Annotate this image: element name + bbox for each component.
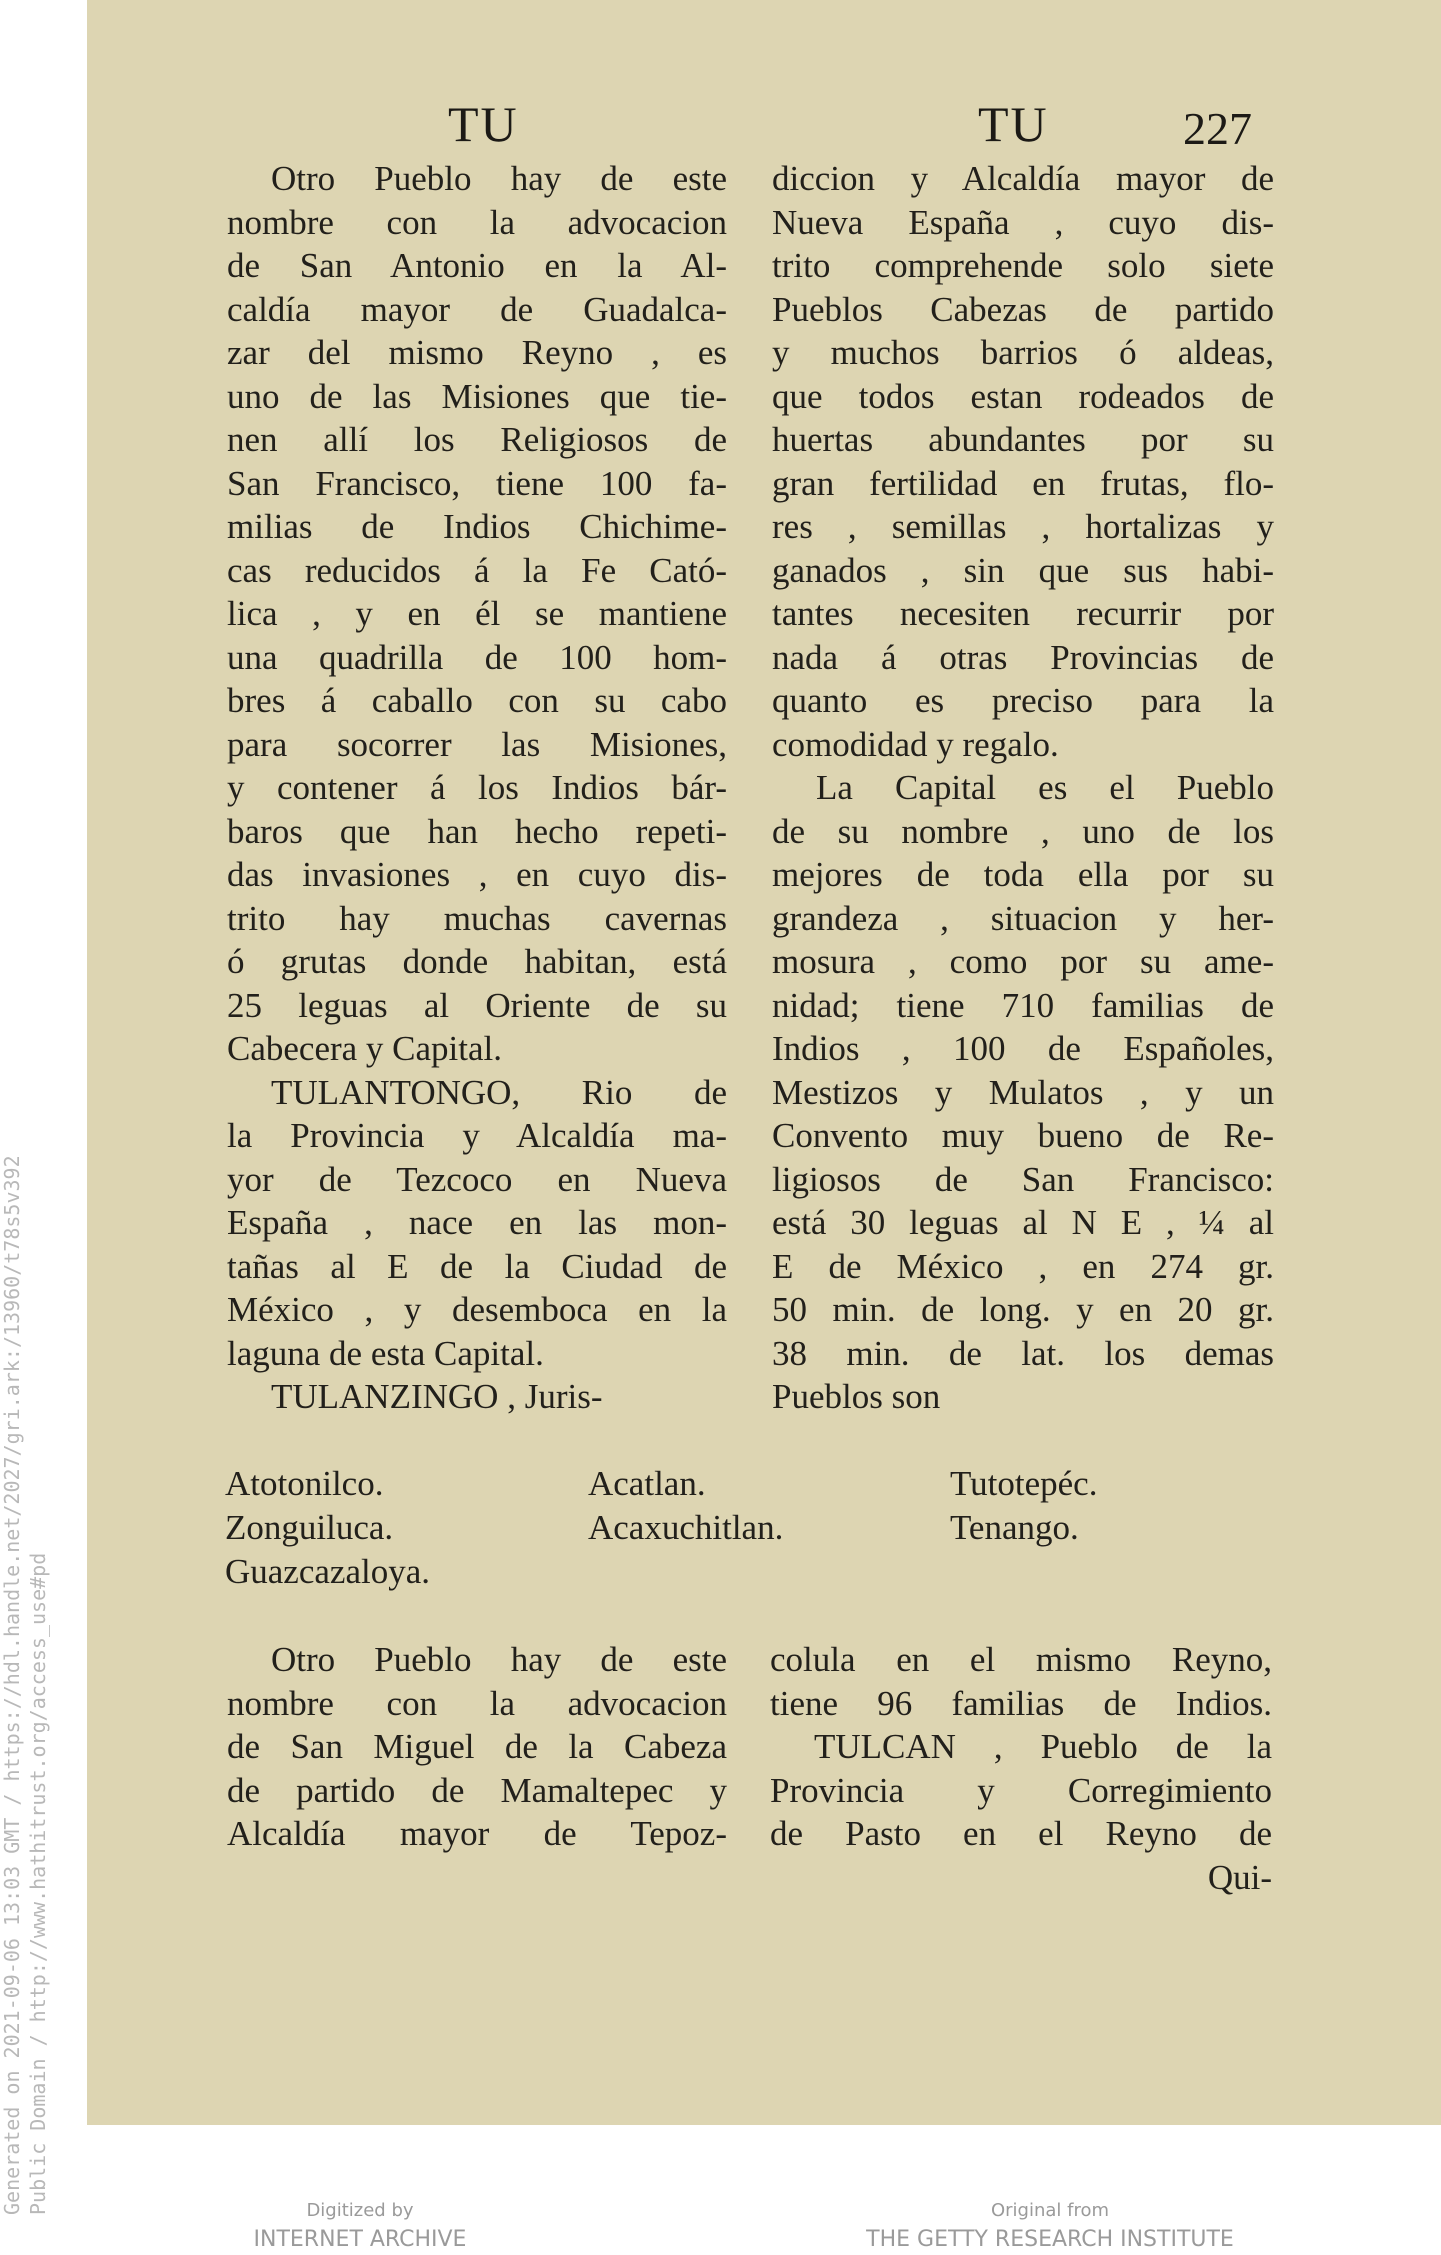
running-head-left: TU [448, 96, 519, 152]
text-line: Pueblos son [772, 1377, 941, 1416]
text-line: TULCAN , Pueblo de la [814, 1727, 1272, 1766]
text-line: México , y desemboca en la [227, 1290, 727, 1329]
text-line: está 30 leguas al N E , ¼ al [772, 1203, 1274, 1242]
text-line: de Pasto en el Reyno de [770, 1814, 1272, 1853]
digitized-by-credit [220, 2200, 500, 2252]
text-line: tantes necesiten recurrir por [772, 594, 1274, 633]
pueblo-name: Tutotepéc. [950, 1464, 1098, 1503]
text-line: tañas al E de la Ciudad de [227, 1246, 727, 1286]
running-head-right: TU [978, 96, 1049, 152]
internet-archive-label: INTERNET ARCHIVE [253, 2227, 467, 2252]
text-line: baros que han hecho repeti- [227, 811, 727, 851]
text-line: diccion y Alcaldía mayor de [772, 159, 1274, 198]
text-line: ó grutas donde habitan, está [227, 942, 727, 981]
watermark-line-2: Public Domain / http://www.hathitrust.org/access_use#pd [26, 1552, 50, 2215]
hathitrust-watermark [0, 0, 60, 2255]
text-line: Qui- [1207, 1857, 1272, 1897]
text-line: colula en el mismo Reyno, [770, 1640, 1272, 1679]
text-line: TULANTONGO, Rio de [271, 1072, 727, 1112]
text-line: huertas abundantes por su [772, 420, 1274, 459]
text-line: Nueva España , cuyo dis- [772, 202, 1274, 242]
pueblo-list-column-3 [950, 1462, 1097, 1550]
text-line: mejores de toda ella por su [772, 855, 1274, 894]
text-line: Convento muy bueno de Re- [772, 1116, 1274, 1155]
text-line: mosura , como por su ame- [772, 942, 1274, 981]
text-line: de San Miguel de la Cabeza [227, 1727, 727, 1766]
text-line: gran fertilidad en frutas, flo- [772, 463, 1274, 503]
text-line: res , semillas , hortalizas y [772, 507, 1274, 546]
text-line: España , nace en las mon- [227, 1203, 727, 1242]
text-line: E de México , en 274 gr. [772, 1246, 1274, 1286]
text-line: das invasiones , en cuyo dis- [227, 855, 727, 894]
text-line: y muchos barrios ó aldeas, [772, 333, 1274, 372]
text-line: nombre con la advocacion [227, 1683, 727, 1723]
text-column-left-top [227, 157, 727, 1419]
pueblo-list-column-2 [588, 1462, 783, 1550]
text-line: y contener á los Indios bár- [227, 768, 727, 807]
text-column-right-bottom [770, 1638, 1272, 1899]
text-line: nidad; tiene 710 familias de [772, 985, 1274, 1025]
text-line: San Francisco, tiene 100 fa- [227, 463, 727, 503]
text-line: TULANZINGO , Juris- [271, 1377, 603, 1416]
text-line: caldía mayor de Guadalca- [227, 289, 727, 329]
text-column-right-top [772, 157, 1274, 1419]
pueblo-name: Acaxuchitlan. [588, 1508, 784, 1547]
pueblo-name: Atotonilco. [225, 1464, 384, 1503]
text-line: Otro Pueblo hay de este [271, 159, 727, 198]
text-line: Provincia y Corregimiento [770, 1770, 1272, 1810]
text-line: ligiosos de San Francisco: [772, 1159, 1274, 1199]
text-line: quanto es preciso para la [772, 681, 1274, 720]
text-line: tiene 96 familias de Indios. [770, 1683, 1272, 1723]
text-line: de San Antonio en la Al- [227, 246, 727, 285]
text-line: trito comprehende solo siete [772, 246, 1274, 285]
text-column-left-bottom [227, 1638, 727, 1856]
text-line: yor de Tezcoco en Nueva [227, 1159, 727, 1199]
original-from-label: Original from [990, 2200, 1110, 2221]
text-line: una quadrilla de 100 hom- [227, 637, 727, 677]
text-line: de su nombre , uno de los [772, 811, 1274, 851]
text-line: Otro Pueblo hay de este [271, 1640, 727, 1679]
page-number: 227 [1183, 103, 1252, 154]
text-line: uno de las Misiones que tie- [227, 376, 727, 416]
text-line: 50 min. de long. y en 20 gr. [772, 1290, 1274, 1329]
text-line: nen allí los Religiosos de [227, 420, 727, 459]
text-line: lica , y en él se mantiene [227, 594, 727, 633]
watermark-line-1: Generated on 2021-09-06 13:03 GMT / https://hdl.handle.net/2027/gri.ark:/13960/t78s5v392 [0, 1155, 24, 2215]
text-line: zar del mismo Reyno , es [227, 333, 727, 372]
text-line: milias de Indios Chichime- [227, 507, 727, 546]
pueblo-name: Tenango. [950, 1508, 1079, 1547]
text-line: Mestizos y Mulatos , y un [772, 1072, 1274, 1112]
text-line: que todos estan rodeados de [772, 376, 1274, 416]
text-line: para socorrer las Misiones, [227, 724, 727, 764]
text-line: la Provincia y Alcaldía ma- [227, 1116, 727, 1155]
text-line: nada á otras Provincias de [772, 637, 1274, 677]
getty-label: THE GETTY RESEARCH INSTITUTE [866, 2227, 1234, 2252]
pueblo-name: Zonguiluca. [225, 1508, 394, 1547]
text-line: ganados , sin que sus habi- [772, 550, 1274, 590]
text-line: La Capital es el Pueblo [816, 768, 1274, 807]
pueblo-list-column-1 [225, 1462, 430, 1594]
text-line: nombre con la advocacion [227, 202, 727, 242]
digitized-by-label: Digitized by [306, 2200, 414, 2221]
text-line: grandeza , situacion y her- [772, 898, 1274, 938]
pueblo-name: Guazcazaloya. [225, 1552, 430, 1591]
text-line: cas reducidos á la Fe Cató- [227, 550, 727, 590]
text-line: Pueblos Cabezas de partido [772, 289, 1274, 329]
text-line: comodidad y regalo. [772, 724, 1059, 764]
text-line: laguna de esta Capital. [227, 1333, 544, 1373]
text-line: 38 min. de lat. los demas [772, 1333, 1274, 1373]
original-from-credit [860, 2200, 1240, 2252]
text-line: de partido de Mamaltepec y [227, 1770, 727, 1810]
text-line: trito hay muchas cavernas [227, 898, 727, 938]
text-line: 25 leguas al Oriente de su [227, 985, 727, 1025]
text-line: bres á caballo con su cabo [227, 681, 727, 720]
pueblo-name: Acatlan. [588, 1464, 706, 1503]
text-line: Indios , 100 de Españoles, [772, 1029, 1274, 1068]
text-line: Alcaldía mayor de Tepoz- [227, 1814, 727, 1853]
text-line: Cabecera y Capital. [227, 1029, 503, 1068]
